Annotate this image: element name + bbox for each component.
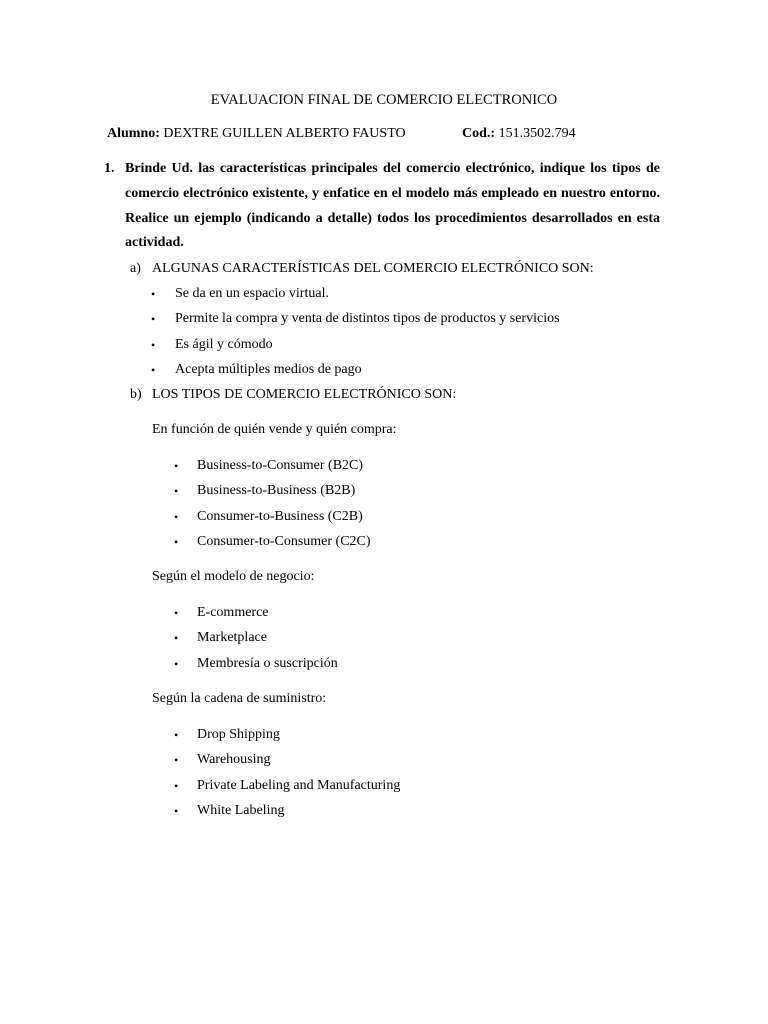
alumno-label: Alumno: — [107, 126, 160, 141]
question-line: actividad. — [125, 235, 184, 250]
question-number: 1. — [104, 161, 115, 176]
bullet-icon: • — [151, 287, 156, 301]
list-item: Permite la compra y venta de distintos tipos de productos y servicios — [175, 311, 560, 327]
section-b-heading: LOS TIPOS DE COMERCIO ELECTRÓNICO SON: — [152, 387, 457, 402]
bullet-icon: • — [174, 778, 179, 793]
list-item: Private Labeling and Manufacturing — [197, 777, 401, 793]
list-item: Business-to-Consumer (B2C) — [197, 458, 364, 473]
list-item: Business-to-Business (B2B) — [197, 483, 356, 499]
list-item: Se da en un espacio virtual. — [175, 286, 329, 301]
bullet-icon: • — [174, 803, 179, 818]
cod-label: Cod.: — [462, 126, 496, 141]
list-item: Membresía o suscripción — [197, 655, 338, 671]
list-item: Consumer-to-Business (C2B) — [197, 508, 363, 524]
bullet-icon: • — [174, 631, 179, 646]
question-line: Brinde Ud. las características principales del comercio electrónico, indique los tipos de — [125, 161, 660, 176]
alumno-value: DEXTRE GUILLEN ALBERTO FAUSTO — [163, 126, 406, 141]
list-item: Es ágil y cómodo — [175, 336, 273, 352]
page-title: EVALUACION FINAL DE COMERCIO ELECTRONICO — [210, 92, 558, 108]
bullet-icon: • — [174, 728, 179, 742]
section-a-heading: ALGUNAS CARACTERÍSTICAS DEL COMERCIO ELECTRÓNICO SON: — [152, 261, 594, 276]
student-name-row — [107, 127, 406, 141]
list-item: Consumer-to-Consumer (C2C) — [197, 533, 371, 549]
list-item: Drop Shipping — [197, 727, 280, 742]
bullet-icon: • — [151, 337, 156, 352]
group2-label: Según el modelo de negocio: — [152, 569, 315, 584]
list-item: Acepta múltiples medios de pago — [175, 361, 362, 377]
cod-value: 151.3502.794 — [498, 126, 576, 141]
bullet-icon: • — [174, 484, 179, 499]
question-line: Realice un ejemplo (indicando a detalle) todos los procedimientos desarrollados en esta — [125, 211, 660, 226]
bullet-icon: • — [151, 312, 156, 327]
list-item: White Labeling — [197, 802, 285, 818]
group1-label: En función de quién vende y quién compra: — [152, 422, 397, 437]
student-code-row — [462, 127, 576, 141]
list-item: Warehousing — [197, 752, 271, 768]
bullet-icon: • — [174, 534, 179, 549]
bullet-icon: • — [151, 362, 156, 377]
group3-label: Según la cadena de suministro: — [152, 691, 327, 706]
bullet-icon: • — [174, 753, 179, 768]
bullet-icon: • — [174, 509, 179, 524]
bullet-icon: • — [174, 656, 179, 671]
list-item: E-commerce — [197, 605, 269, 620]
list-item: Marketplace — [197, 630, 267, 646]
bullet-icon: • — [174, 606, 179, 620]
section-b-marker: b) — [130, 387, 142, 402]
question-line: comercio electrónico existente, y enfatice en el modelo más empleado en nuestro entorno. — [125, 186, 660, 201]
bullet-icon: • — [174, 459, 179, 473]
section-a-marker: a) — [130, 261, 141, 276]
